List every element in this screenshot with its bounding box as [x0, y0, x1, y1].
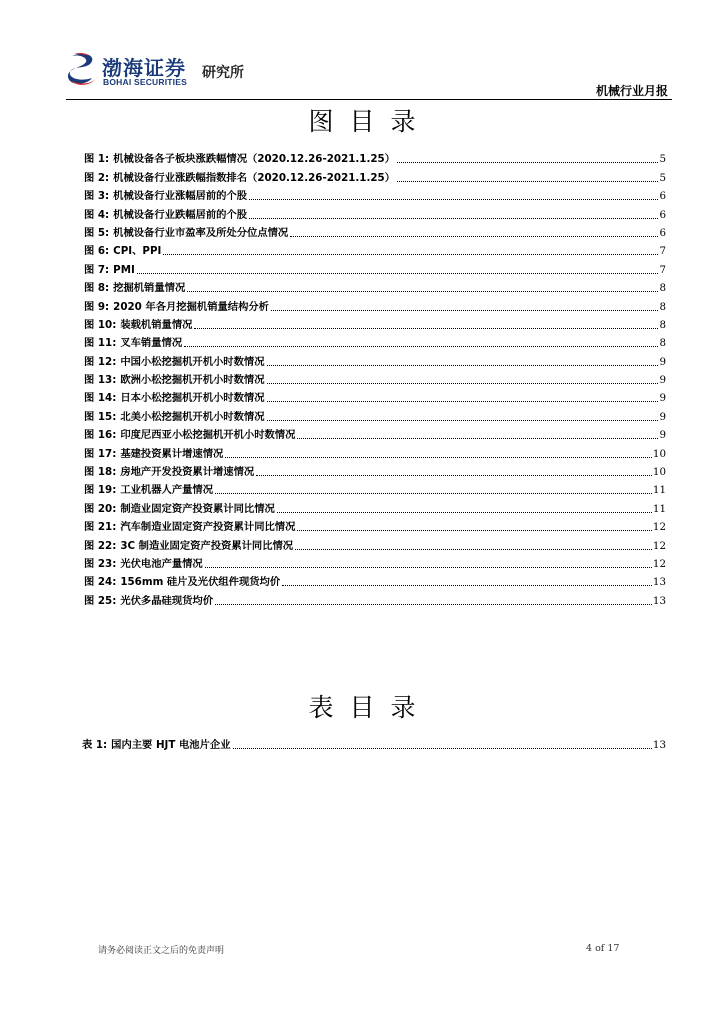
- page-header: [66, 48, 670, 100]
- toc-entry-page: 9: [659, 355, 666, 368]
- company-logo: [66, 50, 256, 90]
- toc-entry-page: 6: [659, 190, 666, 203]
- toc-entry-label: 图 11:: [84, 337, 117, 350]
- toc-entry-label: 图 9:: [84, 300, 110, 313]
- toc-entry-page: 9: [659, 374, 666, 387]
- toc-entry-title: 光伏多晶硅现货均价: [120, 594, 214, 607]
- toc-leader-dots: [397, 161, 658, 163]
- toc-entry[interactable]: [84, 314, 666, 332]
- toc-entry-title: 国内主要 HJT 电池片企业: [111, 739, 231, 752]
- toc-entry-label: 图 5:: [84, 226, 110, 239]
- toc-entry-page: 11: [652, 484, 666, 497]
- toc-entry[interactable]: [84, 405, 666, 423]
- toc-entry-title: PMI: [113, 263, 135, 276]
- toc-entry[interactable]: [84, 332, 666, 350]
- toc-entry-page: 6: [659, 208, 666, 221]
- toc-entry-page: 11: [652, 502, 666, 515]
- toc-leader-dots: [194, 327, 658, 329]
- toc-entry[interactable]: [84, 534, 666, 552]
- toc-entry-title: 光伏电池产量情况: [120, 557, 203, 570]
- toc-entry-title: 机械设备行业涨跌幅指数排名（2020.12.26-2021.1.25）: [113, 171, 396, 184]
- toc-entry-title: 北美小松挖掘机开机小时数情况: [120, 410, 265, 423]
- toc-leader-dots: [187, 290, 658, 292]
- toc-entry-page: 8: [659, 337, 666, 350]
- toc-entry-title: 房地产开发投资累计增速情况: [120, 466, 255, 479]
- toc-entry-page: 7: [659, 245, 666, 258]
- toc-leader-dots: [267, 364, 659, 366]
- toc-entry-title: 156mm 硅片及光伏组件现货均价: [120, 576, 281, 589]
- toc-entry-title: 3C 制造业固定资产投资累计同比情况: [120, 539, 294, 552]
- toc-leader-dots: [267, 400, 659, 402]
- toc-entry-page: 13: [652, 739, 666, 752]
- toc-entry[interactable]: [84, 369, 666, 387]
- toc-entry-label: 图 22:: [84, 539, 117, 552]
- toc-leader-dots: [249, 217, 658, 219]
- toc-entry-page: 12: [652, 557, 666, 570]
- toc-entry-label: 图 8:: [84, 282, 110, 295]
- toc-entry-label: 表 1:: [82, 739, 108, 752]
- toc-entry-title: 装载机销量情况: [120, 318, 193, 331]
- toc-entry-page: 9: [659, 429, 666, 442]
- toc-entry-label: 图 13:: [84, 374, 117, 387]
- toc-entry[interactable]: [84, 240, 666, 258]
- toc-entry-page: 12: [652, 521, 666, 534]
- toc-entry[interactable]: [84, 516, 666, 534]
- disclaimer-note: 请务必阅读正文之后的免责声明: [98, 946, 225, 956]
- toc-entry-page: 8: [659, 282, 666, 295]
- toc-entry-label: 图 24:: [84, 576, 117, 589]
- toc-leader-dots: [397, 180, 658, 182]
- toc-entry-label: 图 12:: [84, 355, 117, 368]
- figures-toc-title: 图目录: [308, 107, 432, 136]
- toc-entry[interactable]: [84, 277, 666, 295]
- toc-entry[interactable]: [84, 295, 666, 313]
- toc-entry-label: 图 3:: [84, 190, 110, 203]
- toc-entry-page: 9: [659, 410, 666, 423]
- toc-leader-dots: [233, 747, 652, 749]
- toc-entry-label: 图 10:: [84, 318, 117, 331]
- toc-entry[interactable]: [84, 148, 666, 166]
- page-number: 4 of 17: [586, 943, 620, 954]
- toc-leader-dots: [267, 419, 659, 421]
- toc-leader-dots: [137, 272, 659, 274]
- toc-leader-dots: [290, 235, 658, 237]
- tables-toc-title: 表目录: [308, 693, 432, 722]
- toc-entry-title: 欧洲小松挖掘机开机小时数情况: [120, 374, 265, 387]
- toc-leader-dots: [297, 529, 652, 531]
- header-divider: [66, 99, 672, 100]
- toc-entry-label: 图 23:: [84, 557, 117, 570]
- toc-entry[interactable]: [82, 734, 666, 752]
- toc-leader-dots: [267, 382, 659, 384]
- toc-entry-title: 机械设备行业跌幅居前的个股: [113, 208, 248, 221]
- toc-entry-title: 机械设备行业市盈率及所处分位点情况: [113, 226, 289, 239]
- toc-entry[interactable]: [84, 497, 666, 515]
- toc-entry-title: 基建投资累计增速情况: [120, 447, 224, 460]
- toc-entry-page: 7: [659, 263, 666, 276]
- toc-entry-title: 2020 年各月挖掘机销量结构分析: [113, 300, 269, 313]
- toc-entry-page: 5: [659, 171, 666, 184]
- toc-entry-label: 图 25:: [84, 594, 117, 607]
- toc-entry[interactable]: [84, 571, 666, 589]
- toc-entry-page: 13: [652, 576, 666, 589]
- toc-entry[interactable]: [84, 387, 666, 405]
- institute-name: 研究所: [202, 65, 244, 81]
- toc-entry-page: 13: [652, 594, 666, 607]
- toc-entry-page: 9: [659, 392, 666, 405]
- toc-entry-label: 图 15:: [84, 410, 117, 423]
- toc-entry-label: 图 17:: [84, 447, 117, 460]
- toc-entry-title: 挖掘机销量情况: [113, 282, 186, 295]
- toc-entry[interactable]: [84, 222, 666, 240]
- toc-entry[interactable]: [84, 424, 666, 442]
- toc-entry-title: 机械设备各子板块涨跌幅情况（2020.12.26-2021.1.25）: [113, 153, 396, 166]
- toc-entry[interactable]: [84, 442, 666, 460]
- toc-entry-label: 图 14:: [84, 392, 117, 405]
- toc-entry[interactable]: [84, 461, 666, 479]
- toc-entry-page: 10: [652, 447, 666, 460]
- tables-toc: [82, 734, 666, 752]
- toc-entry[interactable]: [84, 185, 666, 203]
- toc-entry-page: 5: [659, 153, 666, 166]
- report-type: 机械行业月报: [595, 84, 668, 98]
- toc-entry[interactable]: [84, 350, 666, 368]
- toc-entry[interactable]: [84, 479, 666, 497]
- toc-leader-dots: [271, 309, 658, 311]
- toc-entry-title: 汽车制造业固定资产投资累计同比情况: [120, 521, 296, 534]
- toc-leader-dots: [297, 437, 658, 439]
- toc-entry-label: 图 7:: [84, 263, 110, 276]
- toc-entry-label: 图 20:: [84, 502, 117, 515]
- toc-entry-label: 图 16:: [84, 429, 117, 442]
- toc-leader-dots: [295, 548, 652, 550]
- toc-leader-dots: [184, 345, 658, 347]
- toc-leader-dots: [215, 492, 652, 494]
- logo-text-en: BOHAI SECURITIES: [103, 77, 187, 87]
- toc-entry-label: 图 2:: [84, 171, 110, 184]
- toc-leader-dots: [163, 253, 658, 255]
- toc-entry[interactable]: [84, 589, 666, 607]
- toc-entry-title: 印度尼西亚小松挖掘机开机小时数情况: [120, 429, 296, 442]
- toc-entry-title: 日本小松挖掘机开机小时数情况: [120, 392, 265, 405]
- logo-text-cn: 渤海证券: [102, 56, 186, 80]
- toc-leader-dots: [205, 566, 652, 568]
- toc-leader-dots: [249, 198, 658, 200]
- toc-leader-dots: [282, 584, 652, 586]
- bohai-logo-icon: [66, 50, 100, 88]
- toc-entry-label: 图 4:: [84, 208, 110, 221]
- toc-entry-label: 图 1:: [84, 153, 110, 166]
- toc-entry[interactable]: [84, 203, 666, 221]
- toc-entry-title: CPI、PPI: [113, 245, 162, 258]
- toc-entry-title: 工业机器人产量情况: [120, 484, 214, 497]
- toc-entry-page: 6: [659, 226, 666, 239]
- toc-leader-dots: [225, 456, 652, 458]
- toc-entry-page: 10: [652, 466, 666, 479]
- toc-entry[interactable]: [84, 166, 666, 184]
- toc-entry-label: 图 21:: [84, 521, 117, 534]
- toc-entry[interactable]: [84, 258, 666, 276]
- toc-leader-dots: [256, 474, 652, 476]
- toc-entry-page: 8: [659, 300, 666, 313]
- toc-entry-label: 图 18:: [84, 466, 117, 479]
- toc-entry-title: 制造业固定资产投资累计同比情况: [120, 502, 275, 515]
- figures-toc: [84, 148, 666, 608]
- toc-entry-label: 图 6:: [84, 245, 110, 258]
- toc-leader-dots: [215, 603, 652, 605]
- toc-leader-dots: [277, 511, 652, 513]
- toc-entry-label: 图 19:: [84, 484, 117, 497]
- toc-entry-page: 8: [659, 318, 666, 331]
- toc-entry-page: 12: [652, 539, 666, 552]
- toc-entry-title: 中国小松挖掘机开机小时数情况: [120, 355, 265, 368]
- toc-entry-title: 叉车销量情况: [120, 337, 183, 350]
- toc-entry-title: 机械设备行业涨幅居前的个股: [113, 190, 248, 203]
- toc-entry[interactable]: [84, 553, 666, 571]
